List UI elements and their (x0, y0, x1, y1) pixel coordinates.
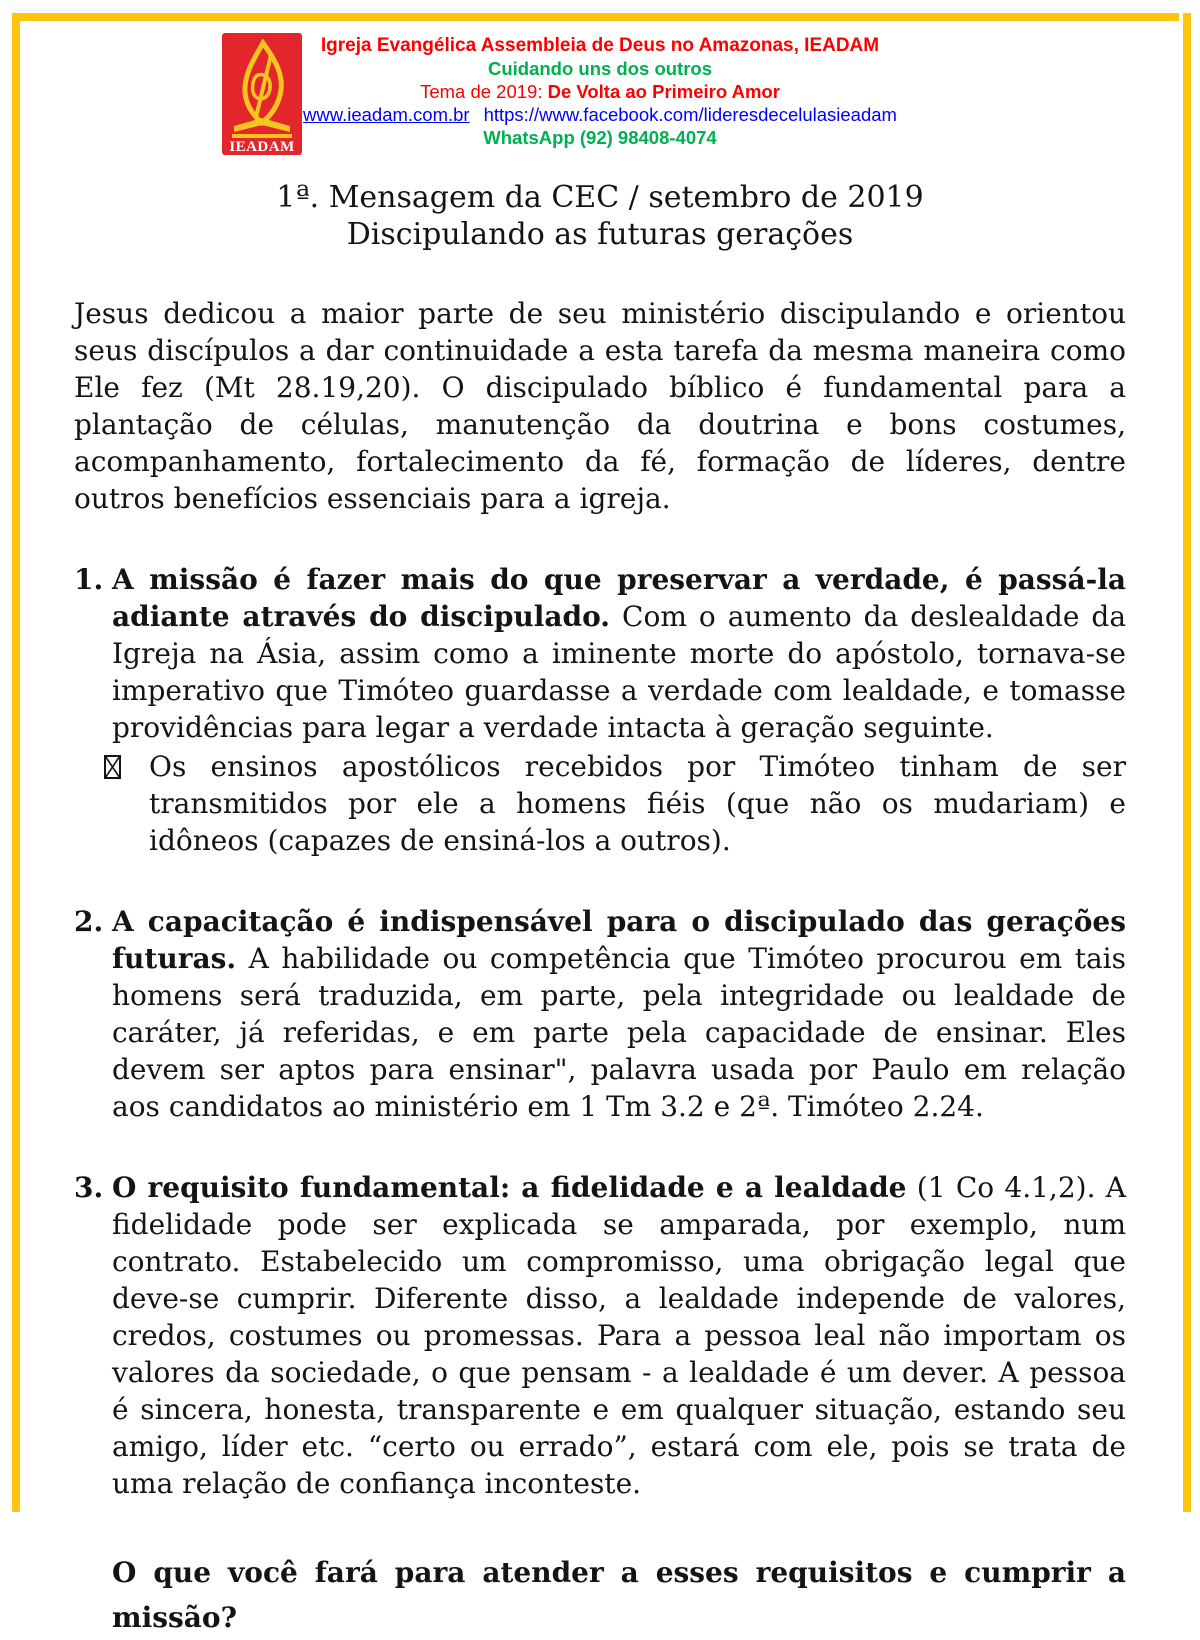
list-item-3 (74, 1169, 1126, 1502)
item-2-number: 2. (74, 905, 104, 938)
ieadam-logo (222, 33, 302, 155)
item-1-text (112, 561, 1126, 746)
document-title (74, 179, 1126, 253)
tofu-box-bullet-icon (104, 748, 149, 859)
church-logo-icon (222, 33, 302, 155)
facebook-link[interactable]: https://www.facebook.com/lideresdecelulasieadam (483, 104, 897, 125)
whatsapp-line: WhatsApp (92) 98408-4074 (483, 127, 717, 148)
svg-text:IEADAM: IEADAM (229, 139, 295, 155)
item-1-number: 1. (74, 563, 104, 596)
item-3-text (112, 1169, 1126, 1502)
item-3-body: (1 Co 4.1,2). A fidelidade pode ser explicada se amparada, por exemplo, num contrato. Estabelecido um compromisso, uma obrigação legal que deve-se cumprir. Diferente disso, a lealdade independe de valores, credos, costumes ou promessas. Para a pessoa leal não importam os valores da sociedade, o que pensam - a lealdade é um dever. A pessoa é sincera, honesta, transparente e em qualquer situação, estando seu amigo, líder etc. “certo ou errado”, estará com ele, pois se trata de uma relação de confiança inconteste. (112, 1171, 1126, 1500)
item-3-number: 3. (74, 1171, 104, 1204)
church-name: Igreja Evangélica Assembleia de Deus no Amazonas, IEADAM (320, 35, 880, 56)
letterhead (74, 0, 1126, 155)
sub-bullet-item (104, 748, 1126, 859)
theme-prefix: Tema de 2019: (420, 81, 548, 102)
list-item-1 (74, 561, 1126, 746)
theme-title: De Volta ao Primeiro Amor (547, 81, 780, 102)
item-1-bold: A missão é fazer mais do que preservar a verdade, é passá-la adiante através do discipulado. (112, 563, 1126, 633)
church-motto: Cuidando uns dos outros (487, 58, 713, 79)
website-link[interactable]: www.ieadam.com.br (303, 104, 470, 125)
item-1-body: Com o aumento da deslealdade da Igreja na Ásia, assim como a iminente morte do apóstolo, tornava-se imperativo que Timóteo guardasse a verdade com lealdade, e tomasse providências para legar a verdade intacta à geração seguinte. (112, 600, 1127, 744)
title-line-2: Discipulando as futuras gerações (346, 217, 854, 252)
item-2-bold: A capacitação é indispensável para o discipulado das gerações futuras. (112, 905, 1126, 975)
sub-bullet-text: Os ensinos apostólicos recebidos por Timóteo tinham de ser transmitidos por ele a homens fiéis (que não os mudariam) e idôneos (capazes de ensiná-los a outros). (149, 750, 1126, 857)
title-line-1: 1ª. Mensagem da CEC / setembro de 2019 (276, 180, 924, 215)
item-2-body: A habilidade ou competência que Timóteo procurou em tais homens será traduzida, em parte, pela integridade ou lealdade de caráter, já referidas, e em parte pela capacidade de ensinar. Eles devem ser aptos para ensinar", palavra usada por Paulo em relação aos candidatos ao ministério em 1 Tm 3.2 e 2ª. Timóteo 2.24. (112, 942, 1126, 1123)
intro-paragraph: Jesus dedicou a maior parte de seu ministério discipulando e orientou seus discípulos a dar continuidade a esta tarefa da mesma maneira como Ele fez (Mt 28.19,20). O discipulado bíblico é fundamental para a plantação de células, manutenção da doutrina e bons costumes, acompanhamento, fortalecimento da fé, formação de líderes, dentre outros benefícios essenciais para a igreja. (74, 297, 1126, 515)
list-item-2 (74, 903, 1126, 1125)
closing-question: O que você fará para atender a esses requisitos e cumprir a missão? (112, 1556, 1126, 1634)
item-2-text (112, 903, 1126, 1125)
item-3-bold: O requisito fundamental: a fidelidade e a lealdade (112, 1171, 907, 1204)
